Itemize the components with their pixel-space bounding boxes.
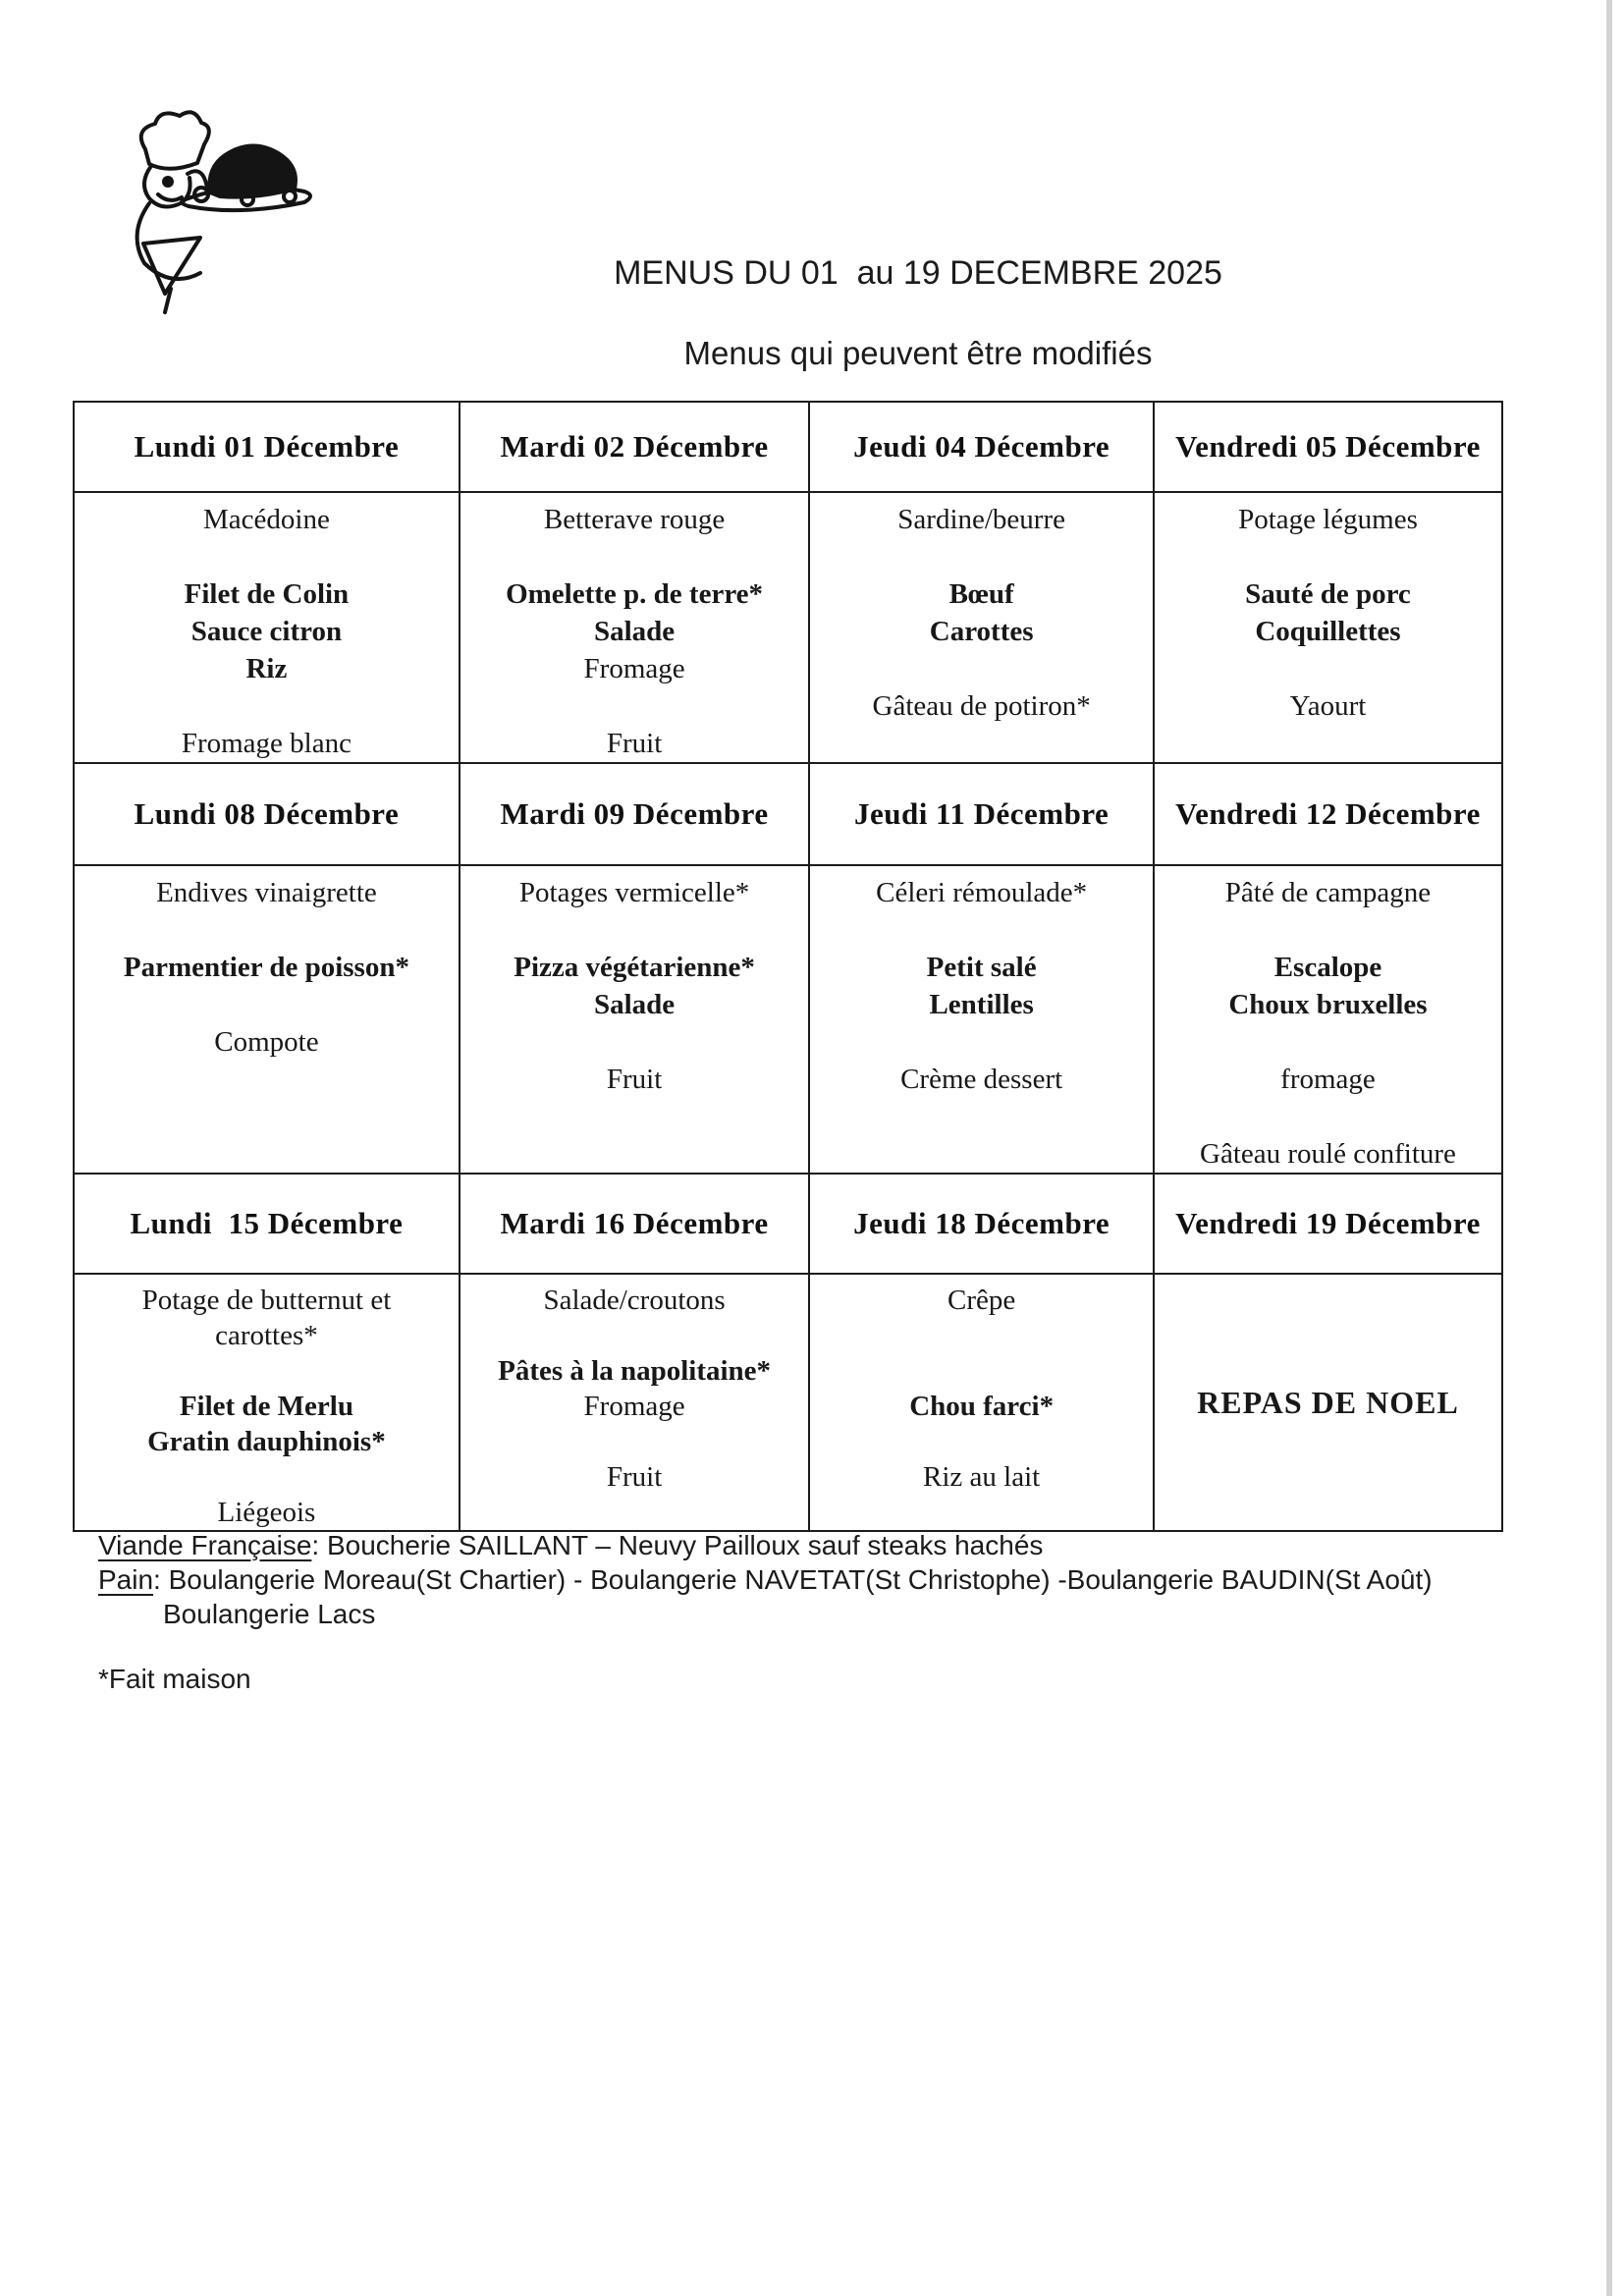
menu-spacer (81, 538, 453, 575)
menu-spacer (816, 1353, 1147, 1389)
footnote-pain-2: Boulangerie Lacs (163, 1599, 376, 1629)
day-header: Vendredi 19 Décembre (1154, 1174, 1502, 1274)
menu-item: Endives vinaigrette (156, 877, 377, 908)
menu-item: fromage (1280, 1064, 1376, 1095)
day-header: Jeudi 18 Décembre (809, 1174, 1154, 1274)
menu-spacer (816, 650, 1147, 687)
day-header: Mardi 16 Décembre (460, 1174, 809, 1274)
week-1-header-row (74, 402, 1502, 492)
week-3-header-row (74, 1174, 1502, 1274)
menu-spacer (81, 1353, 453, 1389)
chef-logo-icon (90, 104, 336, 325)
menu-item: Choux bruxelles (1228, 989, 1428, 1020)
menu-item: Crêpe (947, 1285, 1016, 1316)
menu-item: carottes* (215, 1320, 318, 1351)
menu-spacer (1161, 911, 1495, 949)
menu-spacer (1161, 1023, 1495, 1061)
menu-spacer (466, 1318, 802, 1353)
menu-item: Liégeois (217, 1497, 316, 1528)
day-header: Vendredi 05 Décembre (1154, 402, 1502, 492)
menu-item: Fruit (606, 1461, 663, 1493)
menu-item: Lentilles (929, 989, 1034, 1020)
menu-item: Filet de Merlu (179, 1391, 353, 1422)
menu-item: Parmentier de poisson* (123, 952, 409, 983)
pain-text: : Boulangerie Moreau(St Chartier) - Boulangerie NAVETAT(St Christophe) -Boulangerie BAUDIN(St Août) (153, 1564, 1433, 1595)
week-2-header-row (74, 763, 1502, 865)
menu-spacer (816, 1424, 1147, 1459)
menu-item: Sauté de porc (1245, 578, 1411, 610)
scan-edge-artifact (1606, 0, 1612, 2296)
menu-spacer (816, 1023, 1147, 1061)
menu-spacer (816, 538, 1147, 575)
week-2-menu-row (74, 865, 1502, 1174)
day-header: Jeudi 11 Décembre (809, 763, 1154, 865)
menu-table (73, 401, 1503, 1532)
menu-item: Escalope (1273, 952, 1382, 983)
menu-item: Sauce citron (190, 616, 343, 647)
menu-item: Potages vermicelle* (518, 877, 750, 908)
menu-spacer (466, 1424, 802, 1459)
week-3-menu-row (74, 1274, 1502, 1531)
menu-spacer (81, 1459, 453, 1495)
menu-cell (460, 1274, 809, 1531)
menu-item: Fromage (583, 653, 685, 684)
menu-item: Omelette p. de terre* (506, 578, 764, 610)
menu-cell (809, 492, 1154, 763)
menu-cell (809, 865, 1154, 1174)
fait-maison-note: *Fait maison (98, 1664, 251, 1694)
menu-spacer (81, 687, 453, 725)
menu-spacer (466, 911, 802, 949)
viande-label: Viande Française (98, 1530, 312, 1560)
menu-cell (1154, 865, 1502, 1174)
menu-item: Chou farci* (909, 1391, 1055, 1422)
pain-label: Pain (98, 1564, 154, 1595)
menu-item: Salade/croutons (543, 1285, 726, 1316)
menu-item: Potage de butternut et (141, 1285, 392, 1316)
menu-item: Macédoine (203, 504, 330, 535)
menu-item: Bœuf (948, 578, 1014, 610)
menu-item: Petit salé (926, 952, 1037, 983)
menu-table-body (74, 402, 1502, 1531)
menu-spacer (816, 911, 1147, 949)
menu-item: Coquillettes (1255, 616, 1401, 647)
footnote-viande (98, 1528, 1502, 1562)
menu-item: Céleri rémoulade* (876, 877, 1088, 908)
menu-item: Filet de Colin (184, 578, 350, 610)
day-header: Lundi 15 Décembre (74, 1174, 460, 1274)
menu-table-container (73, 401, 1503, 1532)
menu-item: Yaourt (1289, 690, 1367, 722)
page-subtitle: Menus qui peuvent être modifiés (683, 335, 1153, 371)
menu-item: Salade (593, 989, 676, 1020)
week-1-menu-row (74, 492, 1502, 763)
menu-spacer (81, 986, 453, 1023)
page-title: MENUS DU 01 au 19 DECEMBRE 2025 (614, 254, 1222, 292)
menu-cell (74, 492, 460, 763)
menu-item: Betterave rouge (543, 504, 726, 535)
menu-item: Potage légumes (1238, 504, 1418, 535)
menu-item: Crème dessert (900, 1064, 1063, 1095)
menu-item: REPAS DE NOEL (1197, 1385, 1459, 1420)
day-header: Mardi 09 Décembre (460, 763, 809, 865)
menu-cell (74, 1274, 460, 1531)
menu-item: Fruit (606, 728, 663, 759)
menu-item: Fromage (583, 1391, 685, 1422)
menu-cell (74, 865, 460, 1174)
footnote-pain (98, 1562, 1502, 1597)
day-header: Vendredi 12 Décembre (1154, 763, 1502, 865)
menu-cell (1154, 1274, 1502, 1531)
menu-spacer (816, 1318, 1147, 1353)
menu-item: Sardine/beurre (897, 504, 1065, 535)
menu-item: Fromage blanc (181, 728, 352, 759)
menu-item: Pizza végétarienne* (514, 952, 755, 983)
menu-cell (809, 1274, 1154, 1531)
day-header: Jeudi 04 Décembre (809, 402, 1154, 492)
menu-item: Gratin dauphinois* (147, 1426, 386, 1457)
day-header: Lundi 01 Décembre (74, 402, 460, 492)
menu-spacer (81, 911, 453, 949)
day-header: Lundi 08 Décembre (74, 763, 460, 865)
menu-cell (1154, 492, 1502, 763)
menu-item: Pâtes à la napolitaine* (498, 1355, 772, 1387)
menu-item: Riz (245, 653, 288, 684)
title-block (511, 216, 1326, 410)
footnotes (98, 1528, 1502, 1631)
viande-text: : Boucherie SAILLANT – Neuvy Pailloux sauf steaks hachés (311, 1530, 1044, 1560)
menu-spacer (466, 538, 802, 575)
menu-cell (460, 492, 809, 763)
menu-item: Compote (214, 1026, 319, 1058)
menu-item: Carottes (929, 616, 1034, 647)
menu-item: Pâté de campagne (1224, 877, 1432, 908)
day-header: Mardi 02 Décembre (460, 402, 809, 492)
menu-cell (460, 865, 809, 1174)
menu-spacer (466, 1023, 802, 1061)
menu-item: Riz au lait (923, 1461, 1041, 1493)
menu-item: Gâteau de potiron* (872, 690, 1091, 722)
menu-item: Fruit (606, 1064, 663, 1095)
menu-item: Salade (593, 616, 676, 647)
menu-spacer (466, 687, 802, 725)
menu-spacer (1161, 538, 1495, 575)
menu-item: Gâteau roulé confiture (1200, 1138, 1456, 1170)
menu-spacer (1161, 650, 1495, 687)
menu-spacer (1161, 1098, 1495, 1135)
